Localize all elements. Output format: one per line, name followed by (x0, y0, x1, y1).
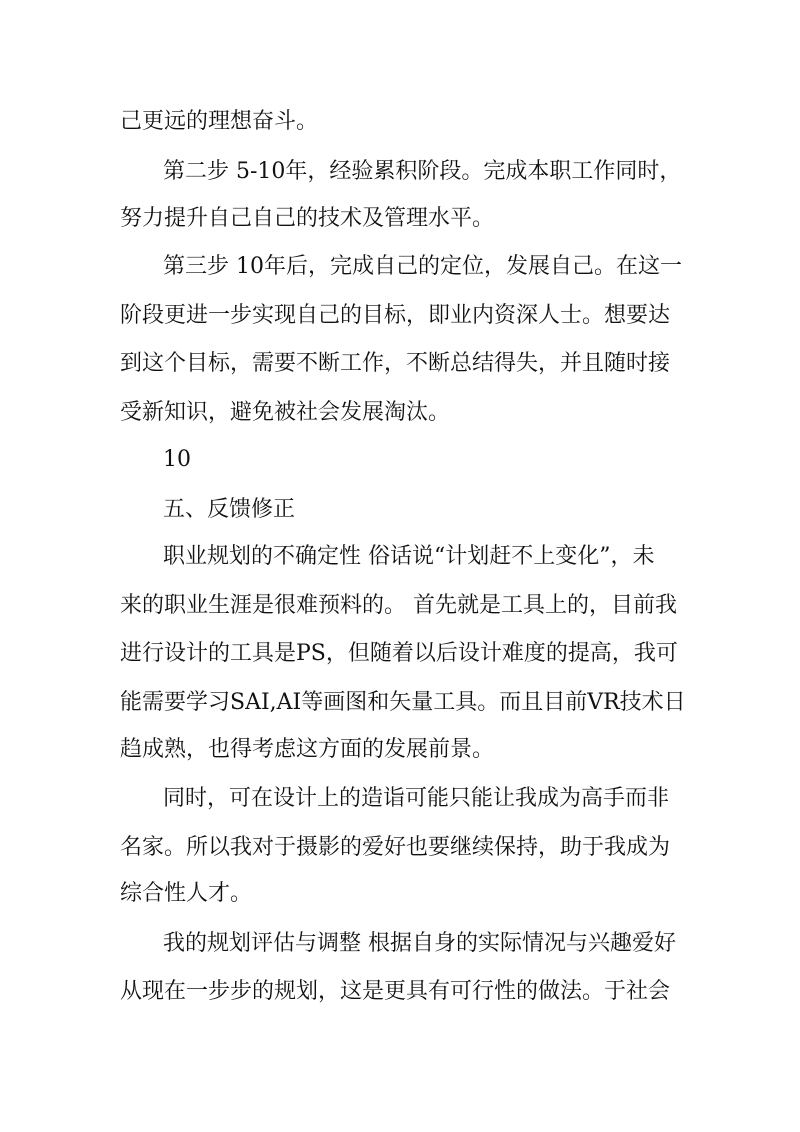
paragraph-4-line-2: 来的职业生涯是很难预料的。 首先就是工具上的，目前我 (120, 593, 677, 618)
paragraph-3-line-4: 受新知识，避免被社会发展淘汰。 (120, 400, 451, 425)
paragraph-4-line-5: 趋成熟，也得考虑这方面的发展前景。 (120, 737, 495, 762)
section-heading: 五、反馈修正 (163, 497, 296, 522)
paragraph-5-line-2: 名家。所以我对于摄影的爱好也要继续保持，助于我成为 (120, 835, 671, 860)
paragraph-4-line-4: 能需要学习SAI,AI等画图和矢量工具。而且目前VR技术日 (120, 690, 686, 715)
paragraph-6-line-2: 从现在一步步的规划，这是更具有可行性的做法。于社会 (120, 979, 671, 1004)
paragraph-3-line-3: 到这个目标，需要不断工作，不断总结得失，并且随时接 (120, 351, 671, 376)
paragraph-2-line-2: 努力提升自己自己的技术及管理水平。 (120, 206, 495, 231)
paragraph-5-line-1: 同时，可在设计上的造诣可能只能让我成为高手而非 (163, 786, 670, 811)
paragraph-3-line-2: 阶段更进一步实现自己的目标，即业内资深人士。想要达 (120, 303, 671, 328)
paragraph-1-line-1: 己更远的理想奋斗。 (120, 109, 319, 134)
paragraph-6-line-1: 我的规划评估与调整 根据自身的实际情况与兴趣爱好 (163, 931, 676, 956)
paragraph-4-line-1: 职业规划的不确定性 俗话说“计划赶不上变化”，未 (163, 544, 655, 569)
page-number: 10 (163, 447, 191, 472)
paragraph-2-line-1: 第二步 5-10年，经验累积阶段。完成本职工作同时， (163, 159, 682, 184)
paragraph-5-line-3: 综合性人才。 (120, 881, 253, 906)
paragraph-4-line-3: 进行设计的工具是PS，但随着以后设计难度的提高，我可 (120, 641, 678, 666)
paragraph-3-line-1: 第三步 10年后，完成自己的定位，发展自己。在这一 (163, 254, 682, 279)
